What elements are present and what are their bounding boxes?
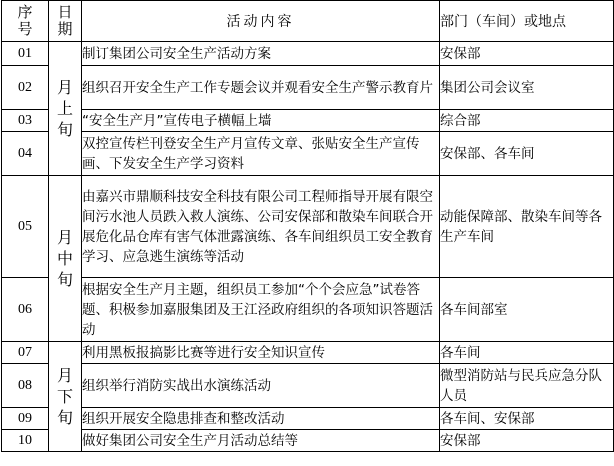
row-activity: 组织开展安全隐患排查和整改活动 <box>82 408 440 430</box>
row-dept: 各车间 <box>440 342 614 364</box>
period-mid-month: 月 中 旬 <box>49 176 82 342</box>
row-activity: 双控宣传栏刊登安全生产月宣传文章、张贴安全生产宣传画、下发安全生产学习资料 <box>82 132 440 176</box>
row-dept: 安保部、各车间 <box>440 132 614 176</box>
row-dept: 综合部 <box>440 110 614 132</box>
table-row <box>2 66 614 110</box>
table-header-row <box>2 1 614 42</box>
row-number: 02 <box>2 66 49 110</box>
row-activity: 做好集团公司安全生产月活动总结等 <box>82 430 440 452</box>
table-row <box>2 364 614 408</box>
row-number: 10 <box>2 430 49 452</box>
header-activity: 活动内容 <box>82 1 440 42</box>
row-dept: 安保部 <box>440 430 614 452</box>
row-activity: 组织召开安全生产工作专题会议并观看安全生产警示教育片 <box>82 66 440 110</box>
row-activity: 组织举行消防实战出水演练活动 <box>82 364 440 408</box>
table-row <box>2 430 614 452</box>
header-dept: 部门（车间）或地点 <box>440 1 614 42</box>
row-dept: 各车间部室 <box>440 278 614 342</box>
row-activity: 利用黑板报搞影比赛等进行安全知识宣传 <box>82 342 440 364</box>
table-row <box>2 110 614 132</box>
row-activity: 由嘉兴市鼎顺科技安全科技有限公司工程师指导开展有限空间污水池人员跌入救人演练、公司安保部和散染车间联合开展危化品仓库有害气体泄露演练、各车间组织员工安全教育学习、应急逃生演练等活动 <box>82 176 440 278</box>
table-row <box>2 278 614 342</box>
activity-schedule-table <box>1 0 614 452</box>
row-dept: 安保部 <box>440 42 614 66</box>
row-number: 06 <box>2 278 49 342</box>
row-dept: 集团公司会议室 <box>440 66 614 110</box>
row-dept: 动能保障部、散染车间等各生产车间 <box>440 176 614 278</box>
table-row <box>2 342 614 364</box>
row-number: 07 <box>2 342 49 364</box>
table-row <box>2 42 614 66</box>
row-number: 04 <box>2 132 49 176</box>
row-number: 08 <box>2 364 49 408</box>
row-activity: 根据安全生产月主题，组织员工参加“个个会应急”试卷答题、积极参加嘉服集团及王江泾政府组织的各项知识答题活动 <box>82 278 440 342</box>
table-row <box>2 132 614 176</box>
table-row <box>2 408 614 430</box>
row-number: 03 <box>2 110 49 132</box>
header-date: 日 期 <box>49 1 82 42</box>
period-early-month: 月 上 旬 <box>49 42 82 176</box>
row-dept: 微型消防站与民兵应急分队人员 <box>440 364 614 408</box>
header-no: 序 号 <box>2 1 49 42</box>
row-activity: “安全生产月”宣传电子横幅上墙 <box>82 110 440 132</box>
period-late-month: 月 下 旬 <box>49 342 82 452</box>
row-number: 01 <box>2 42 49 66</box>
row-dept: 各车间、安保部 <box>440 408 614 430</box>
row-number: 09 <box>2 408 49 430</box>
row-number: 05 <box>2 176 49 278</box>
row-activity: 制订集团公司安全生产活动方案 <box>82 42 440 66</box>
table-row <box>2 176 614 278</box>
